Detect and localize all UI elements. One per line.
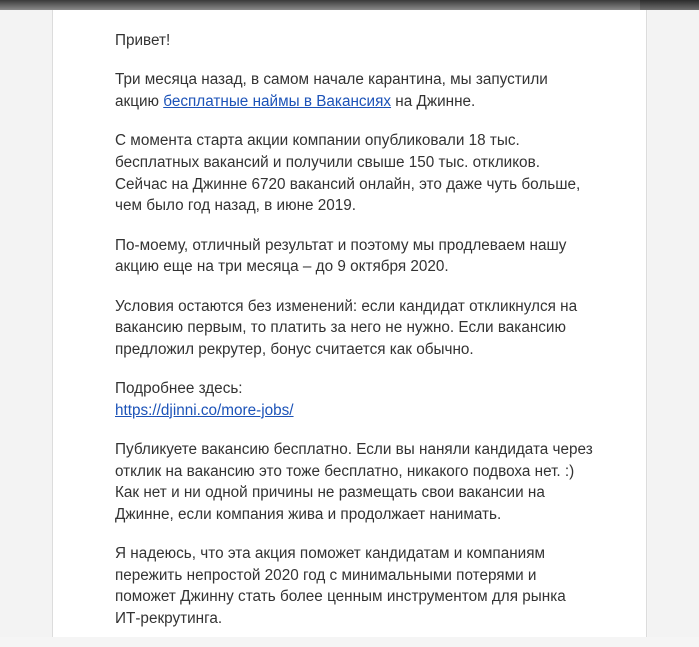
closing-paragraph: Я надеюсь, что эта акция поможет кандидатам и компаниям пережить непростой 2020 год с минимальными потерями и поможет Джинну стать более ценным инструментом для рынка ИТ-рекрутинга. xyxy=(115,545,566,628)
window-top-tab-edge xyxy=(640,0,699,10)
extension-paragraph: По-моему, отличный результат и поэтому мы продлеваем нашу акцию еще на три месяца – до 9 октября 2020. xyxy=(115,236,567,276)
details-paragraph xyxy=(115,378,595,421)
email-card xyxy=(52,10,647,637)
details-label: Подробнее здесь: xyxy=(115,380,243,398)
launch-text-after: на Джинне. xyxy=(391,92,476,110)
right-gutter xyxy=(648,10,699,637)
window-top-strip xyxy=(0,0,699,10)
left-gutter xyxy=(0,10,52,637)
free-publishing-paragraph: Публикуете вакансию бесплатно. Если вы наняли кандидата через отклик на вакансию это тоже бесплатно, никакого подвоха нет. :) Как нет и ни одной причины не размещать свои вакансии на Джинне, если компания жива и продолжает нанимать. xyxy=(115,441,593,523)
more-jobs-link[interactable]: https://djinni.co/more-jobs/ xyxy=(115,401,294,419)
email-body xyxy=(115,30,595,647)
launch-text-before: Три месяца назад, в самом начале карантина, мы запустили акцию xyxy=(115,71,548,110)
conditions-paragraph: Условия остаются без изменений: если кандидат откликнулся на вакансию первым, то платить за него не нужно. Если вакансию предложил рекрутер, бонус считается как обычно. xyxy=(115,297,578,358)
launch-paragraph xyxy=(115,69,595,112)
greeting-paragraph: Привет! xyxy=(115,32,171,49)
free-hires-link[interactable]: бесплатные наймы в Вакансиях xyxy=(163,92,392,110)
stats-paragraph: С момента старта акции компании опубликовали 18 тыс. бесплатных вакансий и получили свыше 150 тыс. откликов. Сейчас на Джинне 6720 вакансий онлайн, это даже чуть больше, чем было год назад, в июне 2019. xyxy=(115,132,581,215)
